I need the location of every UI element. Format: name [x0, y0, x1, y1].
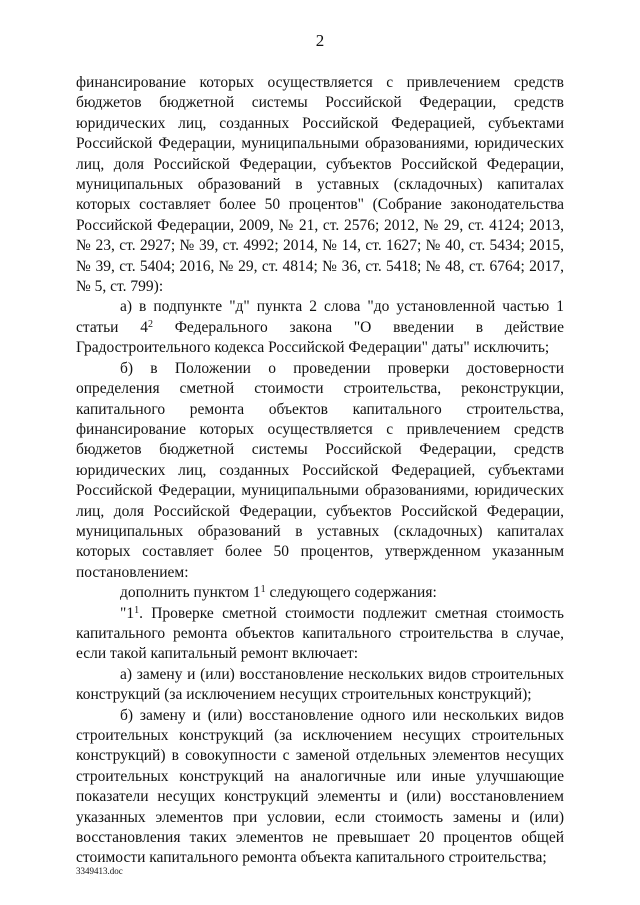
paragraph-text: Федерального закона "О введении в действие Градостроительного кодекса Российской Федерации" даты" исключить; — [76, 318, 564, 357]
page-number: 2 — [315, 31, 325, 50]
paragraph-text: следующего содержания: — [265, 584, 437, 602]
footer-filename: 3349413.doc — [76, 866, 123, 876]
paragraph-point-1-1 — [76, 604, 564, 665]
superscript: 1 — [260, 584, 266, 596]
superscript: 2 — [147, 318, 153, 330]
paragraph-text: "1 — [120, 604, 135, 622]
superscript: 1 — [134, 604, 140, 616]
paragraph-text: а) в подпункте "д" пункта 2 слова "до установленной частью 1 статьи 4 — [76, 298, 564, 336]
paragraph-intro: финансирование которых осуществляется с привлечением средств бюджетов бюджетной системы Российской Федерации, средств юридических лиц, созданных Российской Федерацией, субъектами Российской Федерации, муниципальными образованиями, юридических лиц, доля Российской Федерации, субъектов Российской Федерации, муниципальных образований в уставных (складочных) капиталах которых составляет более 50 процентов" (Собрание законодательства Российской Федерации, 2009, № 21, ст. 2576; 2012, № 29, ст. 4124; 2013, № 23, ст. 2927; № 39, ст. 4992; 2014, № 14, ст. 1627; № 40, ст. 5434; 2015, № 39, ст. 5404; 2016, № 29, ст. 4814; № 36, ст. 5418; № 48, ст. 6764; 2017, № 5, ст. 799): — [76, 74, 564, 296]
paragraph-add-point — [76, 583, 564, 603]
paragraph-text: . Проверке сметной стоимости подлежит сметная стоимость капитального ремонта объектов капитального строительства в случае, если такой капитальный ремонт включает: — [76, 604, 564, 663]
paragraph-subitem-a: а) замену и (или) восстановление нескольких видов строительных конструкций (за исключением несущих строительных конструкций); — [76, 665, 564, 704]
paragraph-subitem-b: б) замену и (или) восстановление одного или нескольких видов строительных конструкций (за исключением несущих строительных конструкций) в совокупности с заменой отдельных элементов несущих строительных конструкций на аналогичные или иные улучшающие показатели несущих конструкций элементы и (или) восстановлением указанных элементов при условии, если стоимость замены и (или) восстановления таких элементов не превышает 20 процентов общей стоимости капитального ремонта объекта капитального строительства; — [76, 706, 564, 867]
paragraph-item-b: б) в Положении о проведении проверки достоверности определения сметной стоимости строительства, реконструкции, капитального ремонта объектов капитального строительства, финансирование которых осуществляется с привлечением средств бюджетов бюджетной системы Российской Федерации, средств юридических лиц, созданных Российской Федерацией, субъектами Российской Федерации, муниципальными образованиями, юридических лиц, доля Российской Федерации, субъектов Российской Федерации, муниципальных образований в уставных (складочных) капиталах которых составляет более 50 процентов, утвержденном указанным постановлением: — [76, 359, 564, 581]
document-body — [76, 73, 564, 869]
paragraph-text: дополнить пунктом 1 — [120, 584, 261, 602]
paragraph-item-a — [76, 297, 564, 358]
